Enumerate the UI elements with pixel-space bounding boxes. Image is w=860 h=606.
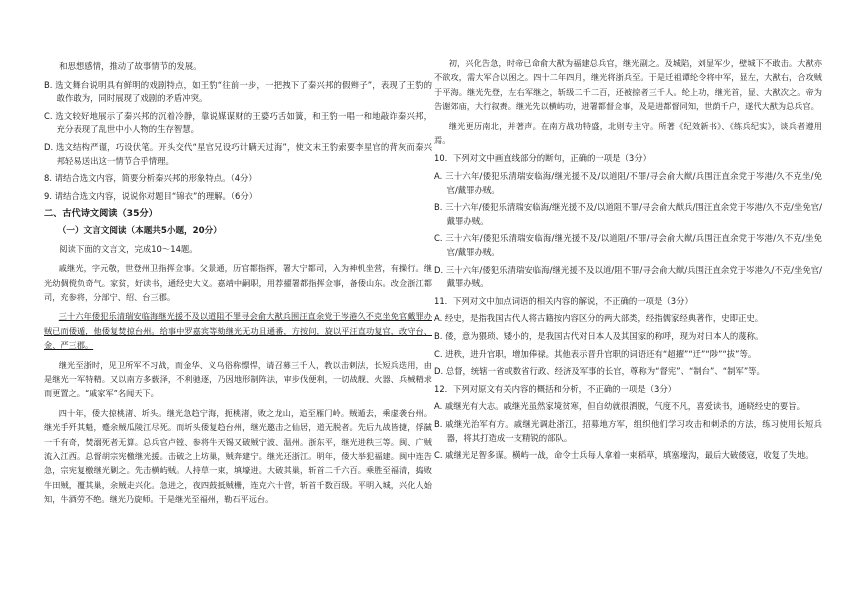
- q10-option-a: A. 三十六年/倭犯乐清瑞安临海/继光援不及/以道阻/不罪/寻会俞大猷/兵围汪直余党于岑港/久不克坐/免官/戴罪办贼。: [434, 171, 822, 195]
- q12-option-a: A. 戚继光有大志。戚继光虽然家境贫寒，但自幼就很洒脱，气度不凡，喜爱读书，通晓经史的要旨。: [434, 401, 806, 412]
- subsection-heading: （一）文言文阅读（本题共5小题，20分）: [57, 225, 222, 236]
- q11-option-c: C. 进秩，进升官职，增加俸禄。其他表示晋升官职的词语还有“超擢”“迁”“陟”“拔”等。: [434, 348, 757, 359]
- q12-option-c: C. 戚继光足智多谋。横屿一战，命令士兵每人拿着一束稻草，填塞壕沟，最后大破倭寇，收复了失地。: [434, 450, 814, 461]
- continued-paragraph: 和思想感情，推动了故事情节的发展。: [59, 61, 202, 71]
- right-column: [434, 56, 822, 467]
- section-heading: 二、古代诗文阅读（35分）: [44, 208, 158, 220]
- left-column: [44, 60, 432, 512]
- question-11: 11．下列对文中加点词语的相关内容的解说，不正确的一项是（3分）: [434, 295, 693, 306]
- passage-paragraph: 继光更历南北，并著声。在南方战功特盛，北则专主守。所著《纪效新书》、《练兵纪实》，谈兵者遵用焉。: [434, 120, 822, 146]
- q11-option-a: A. 经史，是指我国古代人将古籍按内容区分的两大部类，经指儒家经典著作，史即正史。: [434, 313, 764, 324]
- passage-paragraph: 继光至浙时，见卫所军不习战，而金华、义乌俗称慓悍，请召募三千人，教以击刺法，长短兵迭用，由是继光一军特精。又以南方多薮泽，不利驰逐，乃因地形制阵法，审步伐便利，一切战舰、火器、兵械精求而更置之。“戚家军”名闻天下。: [44, 359, 432, 399]
- option-b: B. 选文舞台说明具有鲜明的戏剧特点，如王豹“往前一步，一把拽下了秦兴邦的假辫子”，表现了王豹的敢作敢为，同时展现了戏剧的矛盾冲突。: [44, 79, 432, 104]
- option-c: C. 选文较好地展示了秦兴邦的沉着冷静，靠说媒谋财的王婆巧舌如簧，和王豹一唱一和地敲诈秦兴邦，充分表现了乱世中小人物的生存智慧。: [44, 110, 432, 135]
- q11-option-d: D. 总督，统辖一省或数省行政、经济及军事的长官，尊称为“督宪”、“制台”、“制军”等。: [434, 366, 765, 377]
- passage-paragraph: 四十年，倭大掠桃渚、圻头。继光急趋宁海，扼桃渚，败之龙山，追至雁门岭。贼遁去，乘虚袭台州。继光手歼其魁，蹙余贼瓜陵江尽死。而圻头倭复趋台州，继光邀击之仙居，道无脱者。先后九战皆捷，俘馘一千有奇，焚溺死者无算。总兵官卢镗、参将牛天锡又破贼宁波、温州。浙东平，继光进秩三等。闽、广贼流入江西。总督胡宗宪檄继光援。击破之上坊巢，贼奔建宁。继光还浙江。明年，倭大举犯福建。闽中连告急，宗宪复檄继光剿之。先击横屿贼。人持草一束，填壕进。大破其巢，斩首二千六百。乘胜至福清，捣败牛田贼，覆其巢，余贼走兴化。急进之，夜四鼓抵贼栅，连克六十营，斩首千数百级。平明入城，兴化人始知，牛酒劳不绝。继光乃旋师。于是继光至福州，勒石平远台。: [44, 407, 432, 505]
- question-10: 10．下列对文中画直线部分的断句，正确的一项是（3分）: [434, 153, 651, 164]
- reading-instruction: 阅读下面的文言文，完成10～14题。: [59, 243, 198, 254]
- q12-option-b: B. 戚继光治军有方。戚继光调赴浙江，招募地方军，组织他们学习攻击和刺杀的方法，练习使用长短兵器，将其打造成一支精锐的部队。: [434, 418, 822, 443]
- q11-option-b: B. 倭，意为猥琐、矮小的，是我国古代对日本人及其国家的称呼，现为对日本人的蔑称。: [434, 330, 764, 341]
- question-9: 9. 请结合选文内容，说说你对题目“锦衣”的理解。（6分）: [44, 190, 258, 201]
- option-d: D. 选文结构严谨，巧设伏笔。开头交代“星官兄设巧计瞒天过海”，使文末王豹索要李星官的背灰而秦兴邦轻易送出这一情节合乎情理。: [44, 141, 432, 166]
- passage-paragraph: 戚继光，字元敬，世登州卫指挥佥事。父景通，历官都指挥，署大宁都司，入为神机坐营，有操行。继光幼倜傥负奇气。家贫，好读书，通经史大义。嘉靖中嗣职，用荐擢署都指挥佥事，备倭山东。改佥浙江都司，充参将，分部宁、绍、台三郡。: [44, 263, 432, 302]
- q10-option-c: C. 三十六年/倭犯乐清瑞安临海/继光援不及/以道阻/不罪/寻会俞大猷/兵围汪直余党于岑港/久不克/坐免官/戴罪办贼。: [434, 233, 822, 257]
- q10-option-b: B. 三十六年/倭犯乐清瑞安临海/继光援不及/以道阻不罪/寻会俞大猷兵/围汪直余党于岑港/久不克/坐免官/戴罪办贼。: [434, 202, 822, 226]
- passage-paragraph-underlined: 三十六年倭犯乐清瑞安临海继光援不及以道阻不罪寻会俞大猷兵围汪直余党于岑港久不克坐免官戴罪办贼已而倭遁，他倭复焚掠台州。给事中罗嘉宾等劾继光无功且通番，方按问，旋以平汪直功复官，改守台、金、严三郡。: [44, 311, 432, 351]
- question-12: 12．下列对原文有关内容的概括和分析，不正确的一项是（3分）: [434, 383, 677, 394]
- q10-option-d: D. 三十六年/倭犯乐清瑞安临海/继光援不及以道/阻不罪/寻会俞大猷/兵围汪直余党于岑港久/不克/坐免官/戴罪办贼。: [434, 264, 822, 289]
- question-8: 8. 请结合选文内容，简要分析秦兴邦的形象特点。（4分）: [44, 173, 257, 184]
- passage-paragraph: 初，兴化告急，时帝已命俞大猷为福建总兵官，继光副之。及城陷，刘显军少，壁城下不敢击。大猷亦不欲攻，需大军合以困之。四十二年四月，继光将浙兵至。于是迁祖谭纶令将中军，显左，大猷右，合攻贼于平海。继光先登，左右军继之，斩级二千二百，还被掠者三千人。纶上功，继光首，显、大猷次之。帝为告谢郊庙，大行叙赉。继光先以横屿功，进署都督佥事，及是进都督同知，世荫千户，遂代大猷为总兵官。: [434, 58, 822, 112]
